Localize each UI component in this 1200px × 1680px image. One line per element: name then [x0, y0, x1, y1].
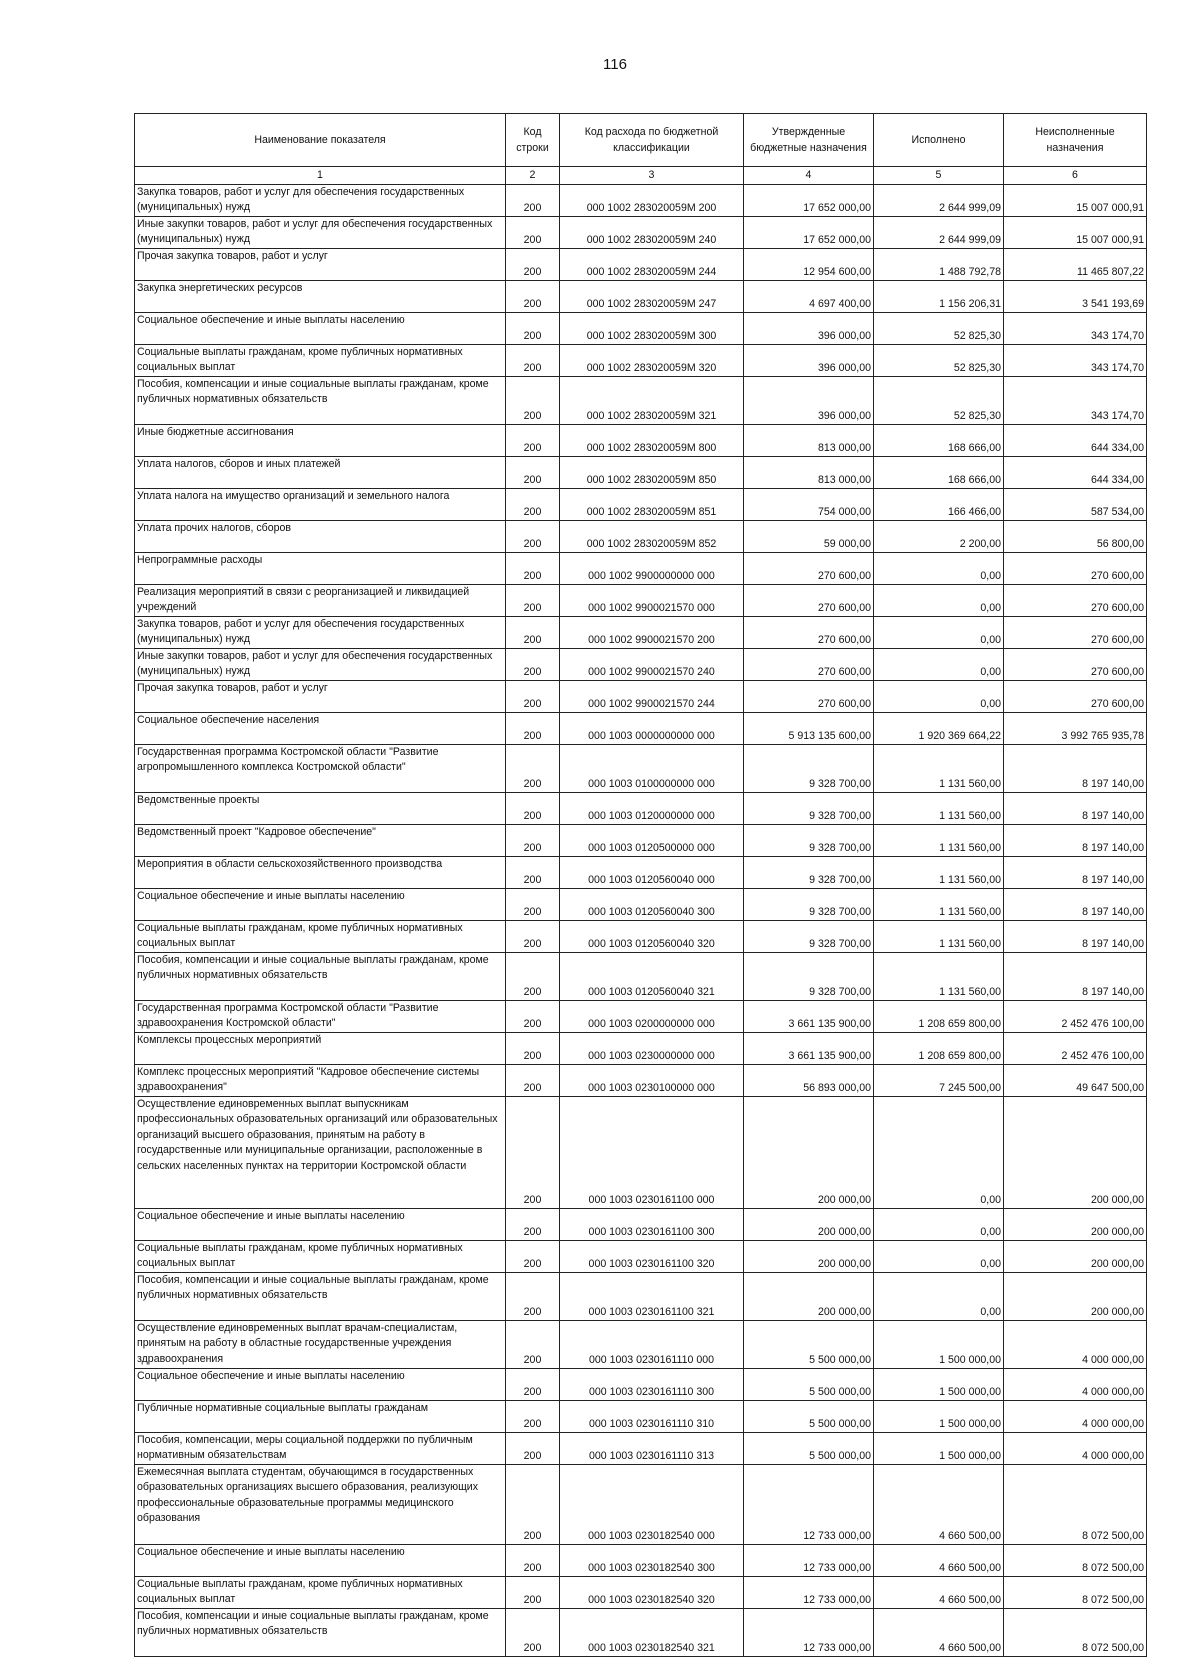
row-executed: 52 825,30 — [874, 377, 1004, 425]
row-executed: 0,00 — [874, 649, 1004, 681]
column-number: 6 — [1004, 167, 1147, 185]
row-expense-code: 000 1002 283020059М 800 — [560, 425, 744, 457]
row-line-code: 200 — [506, 1433, 560, 1465]
row-expense-code: 000 1003 0230161100 000 — [560, 1097, 744, 1209]
row-unexecuted: 270 600,00 — [1004, 553, 1147, 585]
row-line-code: 200 — [506, 793, 560, 825]
row-unexecuted: 343 174,70 — [1004, 377, 1147, 425]
row-executed: 1 131 560,00 — [874, 921, 1004, 953]
row-executed: 2 644 999,09 — [874, 185, 1004, 217]
table-row — [135, 217, 1147, 249]
table-row — [135, 1577, 1147, 1609]
row-name: Социальное обеспечение и иные выплаты населению — [135, 1209, 506, 1241]
row-approved: 396 000,00 — [744, 313, 874, 345]
row-expense-code: 000 1003 0100000000 000 — [560, 745, 744, 793]
row-unexecuted: 8 197 140,00 — [1004, 857, 1147, 889]
row-unexecuted: 8 197 140,00 — [1004, 793, 1147, 825]
row-unexecuted: 343 174,70 — [1004, 345, 1147, 377]
row-approved: 9 328 700,00 — [744, 857, 874, 889]
row-name: Закупка товаров, работ и услуг для обеспечения государственных (муниципальных) нужд — [135, 185, 506, 217]
row-executed: 4 660 500,00 — [874, 1545, 1004, 1577]
row-executed: 1 131 560,00 — [874, 825, 1004, 857]
table-row — [135, 617, 1147, 649]
column-numbers-row — [135, 167, 1147, 185]
table-row — [135, 553, 1147, 585]
table-row — [135, 313, 1147, 345]
row-executed: 0,00 — [874, 681, 1004, 713]
row-expense-code: 000 1002 283020059М 851 — [560, 489, 744, 521]
row-line-code: 200 — [506, 1065, 560, 1097]
row-line-code: 200 — [506, 425, 560, 457]
row-executed: 0,00 — [874, 585, 1004, 617]
row-name: Иные закупки товаров, работ и услуг для обеспечения государственных (муниципальных) нужд — [135, 217, 506, 249]
row-name: Мероприятия в области сельскохозяйственного производства — [135, 857, 506, 889]
row-unexecuted: 8 072 500,00 — [1004, 1465, 1147, 1545]
row-executed: 1 208 659 800,00 — [874, 1033, 1004, 1065]
row-expense-code: 000 1002 283020059М 321 — [560, 377, 744, 425]
row-executed: 52 825,30 — [874, 345, 1004, 377]
row-executed: 7 245 500,00 — [874, 1065, 1004, 1097]
row-name: Социальные выплаты гражданам, кроме публичных нормативных социальных выплат — [135, 921, 506, 953]
table-row — [135, 793, 1147, 825]
table-row — [135, 185, 1147, 217]
row-name: Осуществление единовременных выплат врачам-специалистам, принятым на работу в областные государственные учреждения здравоохранения — [135, 1321, 506, 1369]
row-approved: 200 000,00 — [744, 1097, 874, 1209]
row-name: Социальное обеспечение и иные выплаты населению — [135, 889, 506, 921]
row-expense-code: 000 1002 283020059М 247 — [560, 281, 744, 313]
table-row — [135, 825, 1147, 857]
row-name: Ведомственный проект "Кадровое обеспечение" — [135, 825, 506, 857]
row-line-code: 200 — [506, 217, 560, 249]
row-expense-code: 000 1003 0120560040 000 — [560, 857, 744, 889]
row-name: Уплата налога на имущество организаций и земельного налога — [135, 489, 506, 521]
row-expense-code: 000 1003 0230161110 000 — [560, 1321, 744, 1369]
row-approved: 813 000,00 — [744, 425, 874, 457]
row-line-code: 200 — [506, 1033, 560, 1065]
table-row — [135, 425, 1147, 457]
row-approved: 9 328 700,00 — [744, 921, 874, 953]
row-unexecuted: 8 197 140,00 — [1004, 953, 1147, 1001]
row-executed: 1 208 659 800,00 — [874, 1001, 1004, 1033]
column-number: 2 — [506, 167, 560, 185]
table-row — [135, 1369, 1147, 1401]
table-row — [135, 249, 1147, 281]
row-name: Социальное обеспечение и иные выплаты населению — [135, 1545, 506, 1577]
row-expense-code: 000 1003 0230161110 310 — [560, 1401, 744, 1433]
row-line-code: 200 — [506, 1465, 560, 1545]
row-unexecuted: 644 334,00 — [1004, 457, 1147, 489]
table-row — [135, 1609, 1147, 1657]
row-approved: 270 600,00 — [744, 617, 874, 649]
row-line-code: 200 — [506, 313, 560, 345]
row-approved: 270 600,00 — [744, 681, 874, 713]
row-name: Непрограммные расходы — [135, 553, 506, 585]
row-line-code: 200 — [506, 1577, 560, 1609]
row-line-code: 200 — [506, 185, 560, 217]
row-unexecuted: 270 600,00 — [1004, 649, 1147, 681]
row-executed: 2 200,00 — [874, 521, 1004, 553]
row-approved: 17 652 000,00 — [744, 217, 874, 249]
table-row — [135, 1433, 1147, 1465]
row-expense-code: 000 1003 0230182540 321 — [560, 1609, 744, 1657]
row-approved: 12 954 600,00 — [744, 249, 874, 281]
row-line-code: 200 — [506, 1241, 560, 1273]
row-executed: 1 500 000,00 — [874, 1433, 1004, 1465]
row-approved: 9 328 700,00 — [744, 889, 874, 921]
row-approved: 270 600,00 — [744, 553, 874, 585]
row-line-code: 200 — [506, 585, 560, 617]
row-unexecuted: 2 452 476 100,00 — [1004, 1033, 1147, 1065]
row-unexecuted: 2 452 476 100,00 — [1004, 1001, 1147, 1033]
header-line-code: Код строки — [506, 114, 560, 167]
row-approved: 9 328 700,00 — [744, 953, 874, 1001]
row-line-code: 200 — [506, 1369, 560, 1401]
row-approved: 9 328 700,00 — [744, 745, 874, 793]
table-row — [135, 281, 1147, 313]
table-row — [135, 1065, 1147, 1097]
row-expense-code: 000 1002 283020059М 244 — [560, 249, 744, 281]
row-expense-code: 000 1003 0230161100 320 — [560, 1241, 744, 1273]
header-unexecuted: Неисполненные назначения — [1004, 114, 1147, 167]
row-executed: 1 131 560,00 — [874, 745, 1004, 793]
row-expense-code: 000 1002 9900021570 240 — [560, 649, 744, 681]
row-unexecuted: 4 000 000,00 — [1004, 1433, 1147, 1465]
row-name: Государственная программа Костромской области "Развитие агропромышленного комплекса Костромской области" — [135, 745, 506, 793]
row-line-code: 200 — [506, 921, 560, 953]
row-unexecuted: 15 007 000,91 — [1004, 217, 1147, 249]
row-line-code: 200 — [506, 1321, 560, 1369]
row-approved: 5 500 000,00 — [744, 1321, 874, 1369]
row-name: Пособия, компенсации и иные социальные выплаты гражданам, кроме публичных нормативных обязательств — [135, 1609, 506, 1657]
row-unexecuted: 3 992 765 935,78 — [1004, 713, 1147, 745]
table-row — [135, 1273, 1147, 1321]
row-line-code: 200 — [506, 649, 560, 681]
row-expense-code: 000 1003 0200000000 000 — [560, 1001, 744, 1033]
table-row — [135, 585, 1147, 617]
row-expense-code: 000 1003 0000000000 000 — [560, 713, 744, 745]
row-name: Комплекс процессных мероприятий "Кадровое обеспечение системы здравоохранения" — [135, 1065, 506, 1097]
row-unexecuted: 8 197 140,00 — [1004, 825, 1147, 857]
table-row — [135, 377, 1147, 425]
row-approved: 56 893 000,00 — [744, 1065, 874, 1097]
row-executed: 1 488 792,78 — [874, 249, 1004, 281]
table-row — [135, 1033, 1147, 1065]
row-approved: 4 697 400,00 — [744, 281, 874, 313]
header-name: Наименование показателя — [135, 114, 506, 167]
row-line-code: 200 — [506, 249, 560, 281]
row-unexecuted: 270 600,00 — [1004, 681, 1147, 713]
header-expense-code: Код расхода по бюджетной классификации — [560, 114, 744, 167]
table-header — [135, 114, 1147, 167]
row-unexecuted: 49 647 500,00 — [1004, 1065, 1147, 1097]
row-approved: 5 500 000,00 — [744, 1369, 874, 1401]
row-unexecuted: 15 007 000,91 — [1004, 185, 1147, 217]
row-expense-code: 000 1003 0230161100 321 — [560, 1273, 744, 1321]
row-unexecuted: 270 600,00 — [1004, 617, 1147, 649]
row-expense-code: 000 1003 0230182540 320 — [560, 1577, 744, 1609]
row-line-code: 200 — [506, 1609, 560, 1657]
row-line-code: 200 — [506, 953, 560, 1001]
row-line-code: 200 — [506, 617, 560, 649]
row-expense-code: 000 1003 0230161110 313 — [560, 1433, 744, 1465]
row-unexecuted: 3 541 193,69 — [1004, 281, 1147, 313]
row-name: Социальное обеспечение и иные выплаты населению — [135, 313, 506, 345]
row-unexecuted: 8 197 140,00 — [1004, 745, 1147, 793]
row-expense-code: 000 1002 9900000000 000 — [560, 553, 744, 585]
row-unexecuted: 11 465 807,22 — [1004, 249, 1147, 281]
row-approved: 813 000,00 — [744, 457, 874, 489]
row-executed: 1 156 206,31 — [874, 281, 1004, 313]
row-unexecuted: 200 000,00 — [1004, 1241, 1147, 1273]
row-expense-code: 000 1003 0120560040 300 — [560, 889, 744, 921]
row-line-code: 200 — [506, 1273, 560, 1321]
row-line-code: 200 — [506, 1209, 560, 1241]
row-unexecuted: 4 000 000,00 — [1004, 1401, 1147, 1433]
row-unexecuted: 644 334,00 — [1004, 425, 1147, 457]
row-unexecuted: 56 800,00 — [1004, 521, 1147, 553]
table-row — [135, 889, 1147, 921]
row-approved: 270 600,00 — [744, 585, 874, 617]
row-unexecuted: 200 000,00 — [1004, 1097, 1147, 1209]
row-line-code: 200 — [506, 281, 560, 313]
column-number: 4 — [744, 167, 874, 185]
row-executed: 52 825,30 — [874, 313, 1004, 345]
row-expense-code: 000 1003 0230000000 000 — [560, 1033, 744, 1065]
page-number: 116 — [603, 56, 627, 73]
table-row — [135, 1209, 1147, 1241]
row-approved: 59 000,00 — [744, 521, 874, 553]
row-name: Государственная программа Костромской области "Развитие здравоохранения Костромской области" — [135, 1001, 506, 1033]
row-unexecuted: 8 072 500,00 — [1004, 1545, 1147, 1577]
row-unexecuted: 8 197 140,00 — [1004, 889, 1147, 921]
row-expense-code: 000 1003 0230161110 300 — [560, 1369, 744, 1401]
row-expense-code: 000 1003 0230182540 000 — [560, 1465, 744, 1545]
row-unexecuted: 587 534,00 — [1004, 489, 1147, 521]
row-name: Социальное обеспечение и иные выплаты населению — [135, 1369, 506, 1401]
row-unexecuted: 4 000 000,00 — [1004, 1321, 1147, 1369]
row-line-code: 200 — [506, 889, 560, 921]
table-row — [135, 489, 1147, 521]
row-executed: 0,00 — [874, 1209, 1004, 1241]
row-name: Пособия, компенсации и иные социальные выплаты гражданам, кроме публичных нормативных обязательств — [135, 377, 506, 425]
row-executed: 0,00 — [874, 1273, 1004, 1321]
row-line-code: 200 — [506, 745, 560, 793]
row-name: Социальные выплаты гражданам, кроме публичных нормативных социальных выплат — [135, 1241, 506, 1273]
row-approved: 17 652 000,00 — [744, 185, 874, 217]
column-number: 5 — [874, 167, 1004, 185]
row-executed: 166 466,00 — [874, 489, 1004, 521]
row-executed: 1 131 560,00 — [874, 857, 1004, 889]
row-approved: 9 328 700,00 — [744, 825, 874, 857]
row-line-code: 200 — [506, 713, 560, 745]
row-name: Закупка товаров, работ и услуг для обеспечения государственных (муниципальных) нужд — [135, 617, 506, 649]
table-row — [135, 681, 1147, 713]
row-executed: 0,00 — [874, 1241, 1004, 1273]
row-name: Пособия, компенсации, меры социальной поддержки по публичным нормативным обязательствам — [135, 1433, 506, 1465]
row-approved: 5 913 135 600,00 — [744, 713, 874, 745]
row-executed: 1 131 560,00 — [874, 793, 1004, 825]
row-executed: 4 660 500,00 — [874, 1465, 1004, 1545]
row-name: Ведомственные проекты — [135, 793, 506, 825]
row-expense-code: 000 1003 0230100000 000 — [560, 1065, 744, 1097]
row-unexecuted: 8 072 500,00 — [1004, 1577, 1147, 1609]
row-approved: 200 000,00 — [744, 1241, 874, 1273]
row-approved: 200 000,00 — [744, 1209, 874, 1241]
row-name: Публичные нормативные социальные выплаты гражданам — [135, 1401, 506, 1433]
row-name: Реализация мероприятий в связи с реорганизацией и ликвидацией учреждений — [135, 585, 506, 617]
row-expense-code: 000 1003 0120500000 000 — [560, 825, 744, 857]
row-expense-code: 000 1002 283020059М 240 — [560, 217, 744, 249]
row-name: Прочая закупка товаров, работ и услуг — [135, 681, 506, 713]
row-approved: 3 661 135 900,00 — [744, 1033, 874, 1065]
row-executed: 1 500 000,00 — [874, 1401, 1004, 1433]
row-line-code: 200 — [506, 521, 560, 553]
row-unexecuted: 8 072 500,00 — [1004, 1609, 1147, 1657]
row-executed: 0,00 — [874, 553, 1004, 585]
row-unexecuted: 270 600,00 — [1004, 585, 1147, 617]
table-row — [135, 457, 1147, 489]
row-executed: 1 500 000,00 — [874, 1321, 1004, 1369]
table-row — [135, 521, 1147, 553]
row-line-code: 200 — [506, 1097, 560, 1209]
row-approved: 270 600,00 — [744, 649, 874, 681]
row-approved: 5 500 000,00 — [744, 1433, 874, 1465]
row-executed: 0,00 — [874, 617, 1004, 649]
row-name: Пособия, компенсации и иные социальные выплаты гражданам, кроме публичных нормативных обязательств — [135, 953, 506, 1001]
row-executed: 1 131 560,00 — [874, 953, 1004, 1001]
row-expense-code: 000 1003 0230182540 300 — [560, 1545, 744, 1577]
table-row — [135, 921, 1147, 953]
table-row — [135, 649, 1147, 681]
row-expense-code: 000 1002 9900021570 244 — [560, 681, 744, 713]
row-expense-code: 000 1002 9900021570 200 — [560, 617, 744, 649]
table-row — [135, 1321, 1147, 1369]
row-unexecuted: 200 000,00 — [1004, 1273, 1147, 1321]
row-unexecuted: 4 000 000,00 — [1004, 1369, 1147, 1401]
row-name: Иные бюджетные ассигнования — [135, 425, 506, 457]
table-row — [135, 345, 1147, 377]
row-expense-code: 000 1002 9900021570 000 — [560, 585, 744, 617]
row-name: Прочая закупка товаров, работ и услуг — [135, 249, 506, 281]
row-name: Закупка энергетических ресурсов — [135, 281, 506, 313]
row-executed: 0,00 — [874, 1097, 1004, 1209]
row-name: Социальные выплаты гражданам, кроме публичных нормативных социальных выплат — [135, 345, 506, 377]
row-expense-code: 000 1002 283020059М 850 — [560, 457, 744, 489]
row-name: Уплата налогов, сборов и иных платежей — [135, 457, 506, 489]
row-line-code: 200 — [506, 825, 560, 857]
row-approved: 12 733 000,00 — [744, 1465, 874, 1545]
row-executed: 1 131 560,00 — [874, 889, 1004, 921]
table-row — [135, 1001, 1147, 1033]
table-row — [135, 1545, 1147, 1577]
row-name: Уплата прочих налогов, сборов — [135, 521, 506, 553]
row-line-code: 200 — [506, 377, 560, 425]
row-executed: 168 666,00 — [874, 457, 1004, 489]
row-approved: 12 733 000,00 — [744, 1609, 874, 1657]
row-line-code: 200 — [506, 457, 560, 489]
table-row — [135, 953, 1147, 1001]
table-body — [135, 167, 1147, 1657]
table-row — [135, 1465, 1147, 1545]
row-executed: 168 666,00 — [874, 425, 1004, 457]
row-line-code: 200 — [506, 489, 560, 521]
row-approved: 3 661 135 900,00 — [744, 1001, 874, 1033]
row-line-code: 200 — [506, 345, 560, 377]
row-line-code: 200 — [506, 1401, 560, 1433]
row-executed: 4 660 500,00 — [874, 1609, 1004, 1657]
row-expense-code: 000 1002 283020059М 200 — [560, 185, 744, 217]
row-executed: 4 660 500,00 — [874, 1577, 1004, 1609]
table-row — [135, 857, 1147, 889]
header-approved: Утвержденные бюджетные назначения — [744, 114, 874, 167]
column-number: 1 — [135, 167, 506, 185]
row-expense-code: 000 1003 0230161100 300 — [560, 1209, 744, 1241]
row-unexecuted: 8 197 140,00 — [1004, 921, 1147, 953]
row-approved: 12 733 000,00 — [744, 1545, 874, 1577]
row-name: Осуществление единовременных выплат выпускникам профессиональных образовательных организаций или образовательных организаций высшего образования, принятым на работу в государственные или муниципальные организации, расположенные в сельских населенных пунктах на территории Костромской области — [135, 1097, 506, 1209]
row-line-code: 200 — [506, 681, 560, 713]
row-expense-code: 000 1003 0120560040 321 — [560, 953, 744, 1001]
row-expense-code: 000 1002 283020059М 300 — [560, 313, 744, 345]
header-executed: Исполнено — [874, 114, 1004, 167]
table-row — [135, 1097, 1147, 1209]
row-name: Ежемесячная выплата студентам, обучающимся в государственных образовательных организациях высшего образования, реализующих профессиональные образовательные программы медицинского образования — [135, 1465, 506, 1545]
row-expense-code: 000 1003 0120000000 000 — [560, 793, 744, 825]
row-expense-code: 000 1003 0120560040 320 — [560, 921, 744, 953]
table-row — [135, 745, 1147, 793]
row-name: Социальные выплаты гражданам, кроме публичных нормативных социальных выплат — [135, 1577, 506, 1609]
row-approved: 396 000,00 — [744, 345, 874, 377]
row-name: Иные закупки товаров, работ и услуг для обеспечения государственных (муниципальных) нужд — [135, 649, 506, 681]
row-executed: 2 644 999,09 — [874, 217, 1004, 249]
row-approved: 200 000,00 — [744, 1273, 874, 1321]
table-row — [135, 713, 1147, 745]
row-expense-code: 000 1002 283020059М 320 — [560, 345, 744, 377]
row-approved: 9 328 700,00 — [744, 793, 874, 825]
row-name: Комплексы процессных мероприятий — [135, 1033, 506, 1065]
row-line-code: 200 — [506, 553, 560, 585]
table-row — [135, 1241, 1147, 1273]
row-expense-code: 000 1002 283020059М 852 — [560, 521, 744, 553]
row-unexecuted: 343 174,70 — [1004, 313, 1147, 345]
row-approved: 12 733 000,00 — [744, 1577, 874, 1609]
row-approved: 5 500 000,00 — [744, 1401, 874, 1433]
row-approved: 754 000,00 — [744, 489, 874, 521]
row-approved: 396 000,00 — [744, 377, 874, 425]
budget-execution-table — [134, 113, 1147, 1657]
row-line-code: 200 — [506, 1001, 560, 1033]
row-unexecuted: 200 000,00 — [1004, 1209, 1147, 1241]
row-executed: 1 920 369 664,22 — [874, 713, 1004, 745]
row-line-code: 200 — [506, 1545, 560, 1577]
row-name: Социальное обеспечение населения — [135, 713, 506, 745]
row-line-code: 200 — [506, 857, 560, 889]
row-executed: 1 500 000,00 — [874, 1369, 1004, 1401]
row-name: Пособия, компенсации и иные социальные выплаты гражданам, кроме публичных нормативных обязательств — [135, 1273, 506, 1321]
column-number: 3 — [560, 167, 744, 185]
table-row — [135, 1401, 1147, 1433]
